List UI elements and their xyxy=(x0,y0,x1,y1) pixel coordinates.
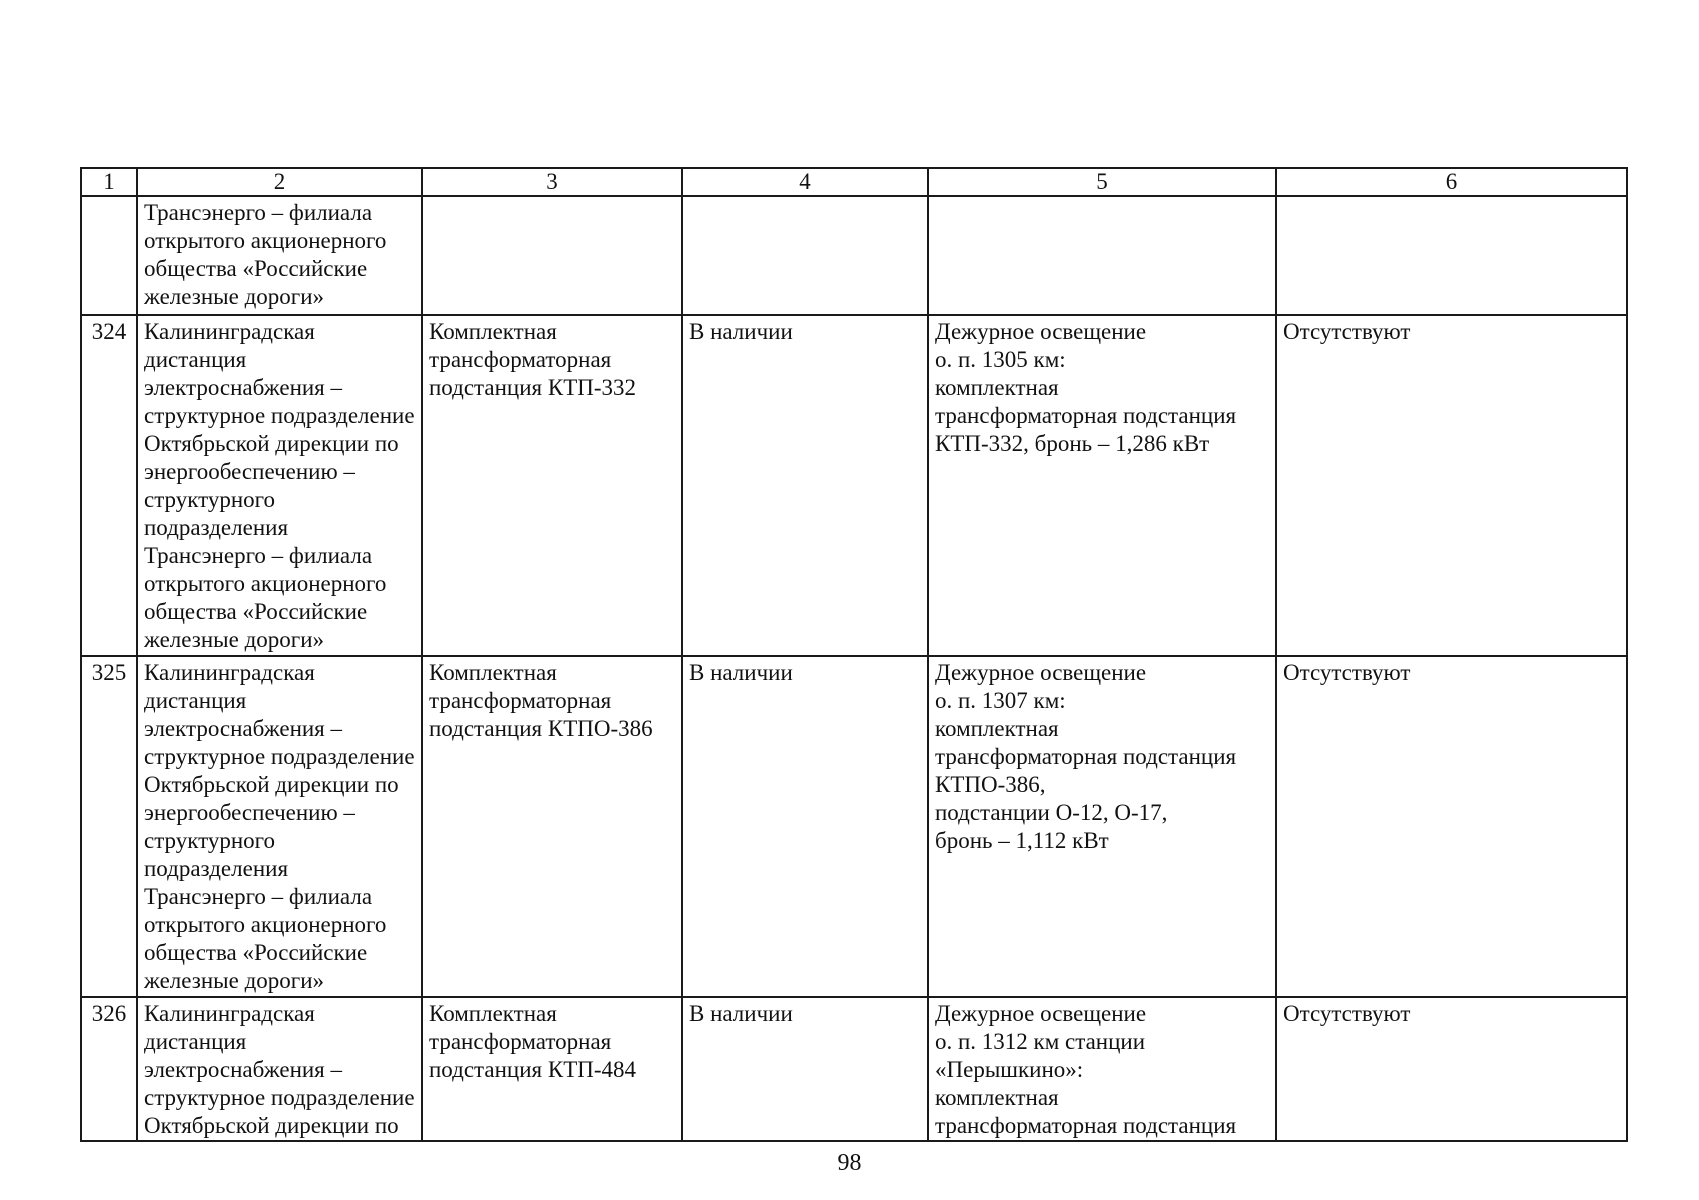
text-line: подстанции О-12, О-17, xyxy=(935,800,1168,825)
text-line: «Перышкино»: xyxy=(935,1057,1084,1082)
row-number: 326 xyxy=(81,997,137,1141)
row-number: 325 xyxy=(81,656,137,997)
text-line: Дежурное освещение xyxy=(935,319,1147,344)
lighting-cell xyxy=(928,656,1276,997)
availability-cell: В наличии xyxy=(682,656,928,997)
text-line: структурное подразделение xyxy=(144,1085,415,1110)
text-line: трансформаторная подстанция xyxy=(935,744,1237,769)
text-line: Комплектная xyxy=(429,660,557,685)
text-line: комплектная xyxy=(935,716,1059,741)
notes-cell: Отсутствуют xyxy=(1276,315,1627,656)
lighting-cell xyxy=(928,315,1276,656)
text-line: КТП-332, бронь – 1,286 кВт xyxy=(935,431,1210,456)
lighting-cell xyxy=(928,196,1276,315)
text-line: энергообеспечению – xyxy=(144,459,355,484)
text-line: структурного xyxy=(144,828,276,853)
header-col-3: 3 xyxy=(422,168,682,196)
text-line: о. п. 1307 км: xyxy=(935,688,1066,713)
table-row xyxy=(81,656,1627,997)
text-line: Октябрьской дирекции по xyxy=(144,772,399,797)
availability-cell xyxy=(682,196,928,315)
text-line: Комплектная xyxy=(429,319,557,344)
text-line: КТПО-386, xyxy=(935,772,1046,797)
text-line: трансформаторная xyxy=(429,347,612,372)
text-line: комплектная xyxy=(935,1085,1059,1110)
text-line: Калининградская xyxy=(144,660,315,685)
text-line: открытого акционерного xyxy=(144,228,387,253)
availability-cell: В наличии xyxy=(682,997,928,1141)
organization-cell xyxy=(137,656,422,997)
text-line: Трансэнерго – филиала xyxy=(144,200,373,225)
text-line: общества «Российские xyxy=(144,599,368,624)
row-number: 324 xyxy=(81,315,137,656)
header-col-5: 5 xyxy=(928,168,1276,196)
text-line: железные дороги» xyxy=(144,968,325,993)
text-line: электроснабжения – xyxy=(144,1057,343,1082)
text-line: открытого акционерного xyxy=(144,912,387,937)
notes-cell: Отсутствуют xyxy=(1276,656,1627,997)
equipment-cell xyxy=(422,196,682,315)
text-line: Дежурное освещение xyxy=(935,660,1147,685)
text-line: бронь – 1,112 кВт xyxy=(935,828,1109,853)
text-line: подстанция КТП-332 xyxy=(429,375,637,400)
text-line: подразделения xyxy=(144,856,289,881)
availability-cell: В наличии xyxy=(682,315,928,656)
text-line: комплектная xyxy=(935,375,1059,400)
text-line: структурное подразделение xyxy=(144,744,415,769)
text-line: общества «Российские xyxy=(144,940,368,965)
equipment-cell xyxy=(422,315,682,656)
text-line: о. п. 1305 км: xyxy=(935,347,1066,372)
equipment-cell xyxy=(422,656,682,997)
text-line: дистанция xyxy=(144,347,247,372)
text-line: дистанция xyxy=(144,1029,247,1054)
text-line: Комплектная xyxy=(429,1001,557,1026)
text-line: подстанция КТП-484 xyxy=(429,1057,637,1082)
text-line: железные дороги» xyxy=(144,284,325,309)
text-line: открытого акционерного xyxy=(144,571,387,596)
text-line: о. п. 1312 км станции xyxy=(935,1029,1146,1054)
header-col-6: 6 xyxy=(1276,168,1627,196)
text-line: трансформаторная xyxy=(429,688,612,713)
lighting-cell xyxy=(928,997,1276,1141)
data-table xyxy=(80,167,1628,1142)
row-number xyxy=(81,196,137,315)
text-line: трансформаторная подстанция xyxy=(935,403,1237,428)
text-line: Трансэнерго – филиала xyxy=(144,543,373,568)
text-line: железные дороги» xyxy=(144,627,325,652)
table-row-continuation xyxy=(81,196,1627,315)
text-line: дистанция xyxy=(144,688,247,713)
table-row xyxy=(81,315,1627,656)
organization-cell xyxy=(137,315,422,656)
text-line: структурного xyxy=(144,487,276,512)
header-row xyxy=(81,168,1627,196)
text-line: электроснабжения – xyxy=(144,716,343,741)
text-line: трансформаторная xyxy=(429,1029,612,1054)
text-line: Октябрьской дирекции по xyxy=(144,1113,399,1138)
notes-cell: Отсутствуют xyxy=(1276,997,1627,1141)
header-col-4: 4 xyxy=(682,168,928,196)
text-line: подразделения xyxy=(144,515,289,540)
text-line: Дежурное освещение xyxy=(935,1001,1147,1026)
text-line: трансформаторная подстанция xyxy=(935,1113,1237,1138)
table-row xyxy=(81,997,1627,1141)
page-number: 98 xyxy=(837,1150,862,1176)
text-line: Калининградская xyxy=(144,319,315,344)
organization-cell xyxy=(137,997,422,1141)
text-line: общества «Российские xyxy=(144,256,368,281)
equipment-cell xyxy=(422,997,682,1141)
text-line: энергообеспечению – xyxy=(144,800,355,825)
header-col-2: 2 xyxy=(137,168,422,196)
text-line: Трансэнерго – филиала xyxy=(144,884,373,909)
header-col-1: 1 xyxy=(81,168,137,196)
text-line: электроснабжения – xyxy=(144,375,343,400)
text-line: подстанция КТПО-386 xyxy=(429,716,653,741)
text-line: Октябрьской дирекции по xyxy=(144,431,399,456)
text-line: Калининградская xyxy=(144,1001,315,1026)
notes-cell xyxy=(1276,196,1627,315)
text-line: структурное подразделение xyxy=(144,403,415,428)
organization-cell xyxy=(137,196,422,315)
